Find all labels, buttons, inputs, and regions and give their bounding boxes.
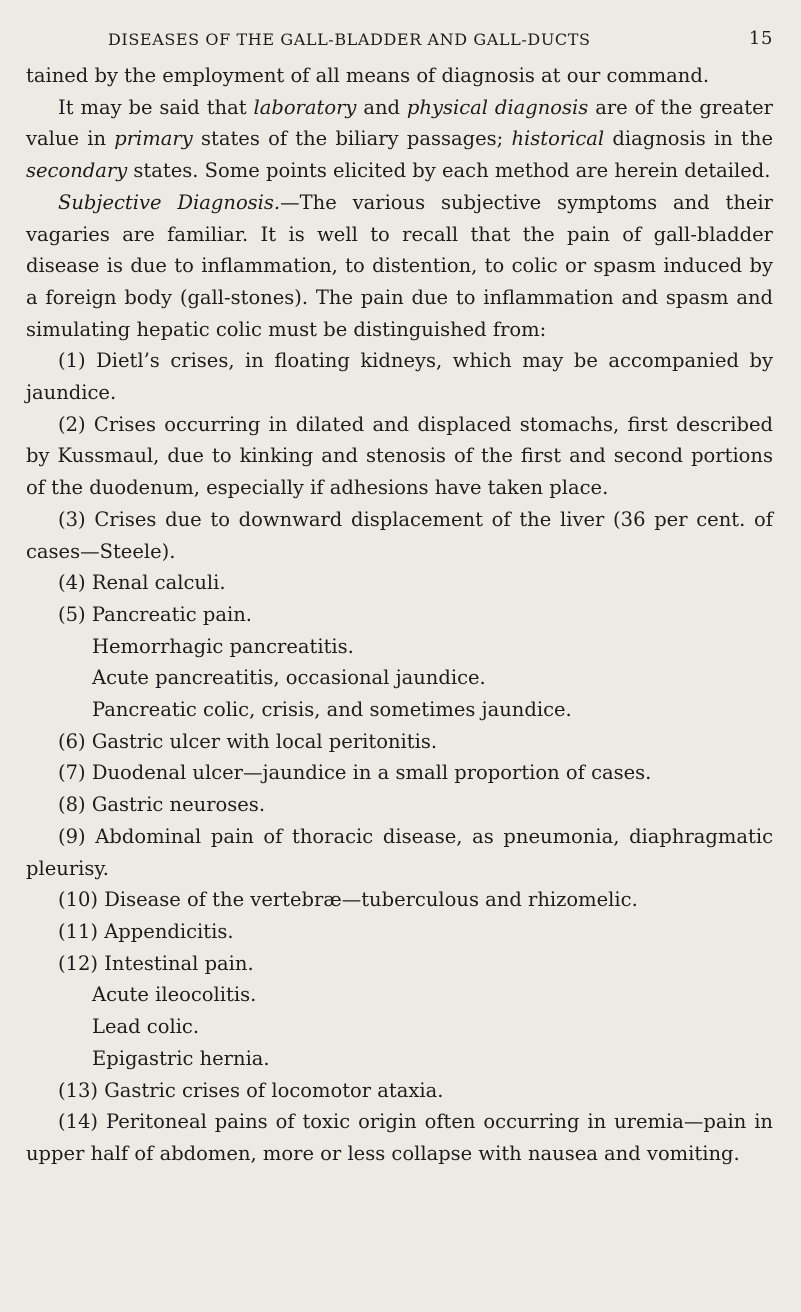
list-item: (12) Intestinal pain. (58, 951, 254, 975)
list-subitem: Acute ileocolitis. (92, 983, 257, 1007)
list-item: (1) Dietl’s crises, in floating kidneys, which may be accompanied by jaundice. (26, 349, 773, 405)
list-subitem: Hemorrhagic pancreatitis. (92, 634, 354, 658)
text-run: states. Some points elicited by each method are herein detailed. (127, 159, 771, 183)
paragraph-subjective-diagnosis (26, 187, 773, 346)
list-subitem: Acute pancreatitis, occasional jaundice. (92, 666, 486, 690)
list-item: (9) Abdominal pain of thoracic disease, as pneumonia, diaphragmatic pleurisy. (26, 824, 773, 880)
list-item: (2) Crises occurring in dilated and displaced stomachs, first described by Kussmaul, due to kinking and stenosis of the first and second portions of the duodenum, especially if adhesions have taken place. (26, 412, 773, 500)
paragraph-continuation: tained by the employment of all means of diagnosis at our command. (26, 64, 710, 87)
emphasis-secondary: secondary (26, 159, 128, 183)
body-text (26, 60, 773, 1170)
text-run: diagnosis in the (604, 127, 773, 151)
text-run: It may be said that (58, 95, 254, 119)
differential-list (26, 345, 773, 1169)
list-item: (14) Peritoneal pains of toxic origin often occurring in uremia—pain in upper half of abdomen, more or less collapse with nausea and vomiting. (26, 1110, 773, 1165)
list-item: (10) Disease of the vertebræ—tuberculous and rhizomelic. (58, 888, 638, 912)
list-subitem: Lead colic. (92, 1015, 200, 1039)
section-heading: Subjective Diagnosis. (58, 190, 281, 214)
list-item: (11) Appendicitis. (58, 919, 234, 943)
emphasis-primary: primary (114, 127, 193, 151)
running-head (26, 24, 773, 60)
text-run: —The various subjective symptoms and their vagaries are familiar. It is well to recall that the pain of gall-bladder disease is due to inflammation, to distention, to colic or spasm induced by a foreign body (gall-stones). The pain due to inflammation and spasm and simulating hepatic colic must be distinguished from: (26, 190, 773, 341)
list-subitem: Pancreatic colic, crisis, and sometimes jaundice. (92, 698, 572, 722)
list-item: (3) Crises due to downward displacement of the liver (36 per cent. of cases—Steele). (26, 507, 773, 563)
list-item: (8) Gastric neuroses. (58, 793, 266, 817)
emphasis-physical-diagnosis: physical diagnosis (406, 95, 589, 119)
page-number: 15 (748, 28, 773, 49)
emphasis-historical: historical (511, 127, 605, 151)
list-subitem: Epigastric hernia. (92, 1046, 270, 1070)
list-item: (4) Renal calculi. (58, 571, 226, 595)
list-item: (13) Gastric crises of locomotor ataxia. (58, 1078, 444, 1102)
text-run: and (356, 95, 407, 119)
paragraph-diagnosis-types (26, 92, 773, 187)
list-item: (5) Pancreatic pain. (58, 602, 252, 626)
list-item: (7) Duodenal ulcer—jaundice in a small proportion of cases. (58, 761, 652, 785)
text-run: states of the biliary passages; (192, 127, 512, 151)
list-item: (6) Gastric ulcer with local peritonitis. (58, 729, 438, 753)
running-title: DISEASES OF THE GALL-BLADDER AND GALL-DUCTS (108, 30, 591, 49)
text-run: are of the greater value in (26, 95, 773, 151)
emphasis-laboratory: laboratory (253, 95, 357, 119)
